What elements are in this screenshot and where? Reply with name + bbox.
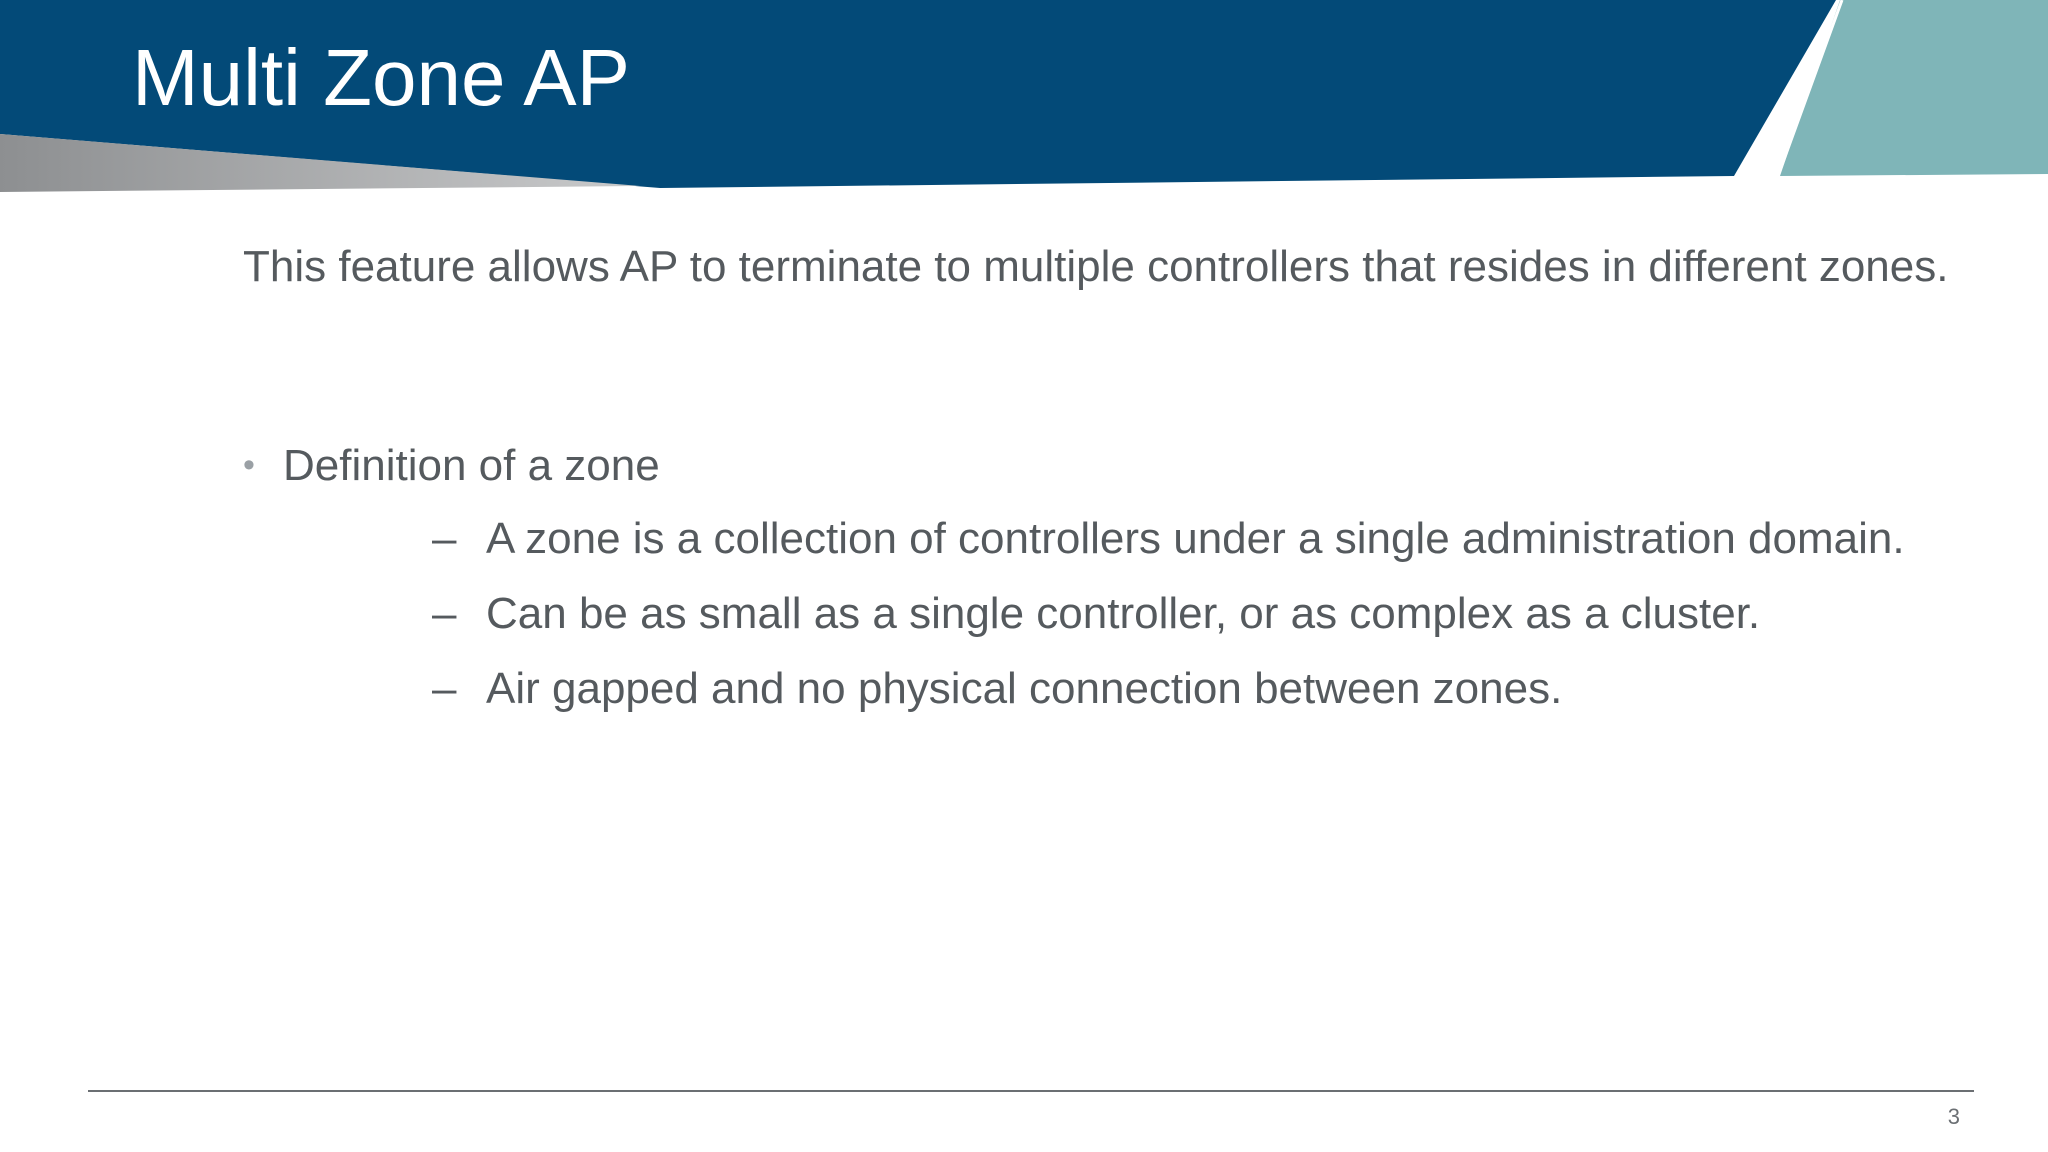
sub-bullet-list: [432, 508, 1932, 733]
slide-title: Multi Zone AP: [132, 33, 631, 122]
bullet-definition: [243, 436, 660, 495]
dash-marker: –: [432, 664, 457, 713]
bullet-marker: •: [243, 446, 255, 484]
footer-divider: [88, 1090, 1974, 1092]
page-number: 3: [1947, 1104, 1960, 1129]
sub-bullet-text: Can be as small as a single controller, or as complex as a cluster.: [486, 589, 1761, 638]
sub-bullet-text: Air gapped and no physical connection between zones.: [486, 664, 1563, 713]
bullet-text: Definition of a zone: [283, 441, 660, 490]
dash-marker: –: [432, 514, 457, 563]
dash-marker: –: [432, 589, 457, 638]
sub-bullet-text: A zone is a collection of controllers under a single administration domain.: [486, 514, 1905, 563]
sub-bullet-item: [432, 583, 1932, 644]
sub-bullet-item: [432, 658, 1932, 719]
sub-bullet-item: [432, 508, 1932, 569]
intro-paragraph: This feature allows AP to terminate to multiple controllers that resides in different zones.: [243, 242, 1949, 291]
